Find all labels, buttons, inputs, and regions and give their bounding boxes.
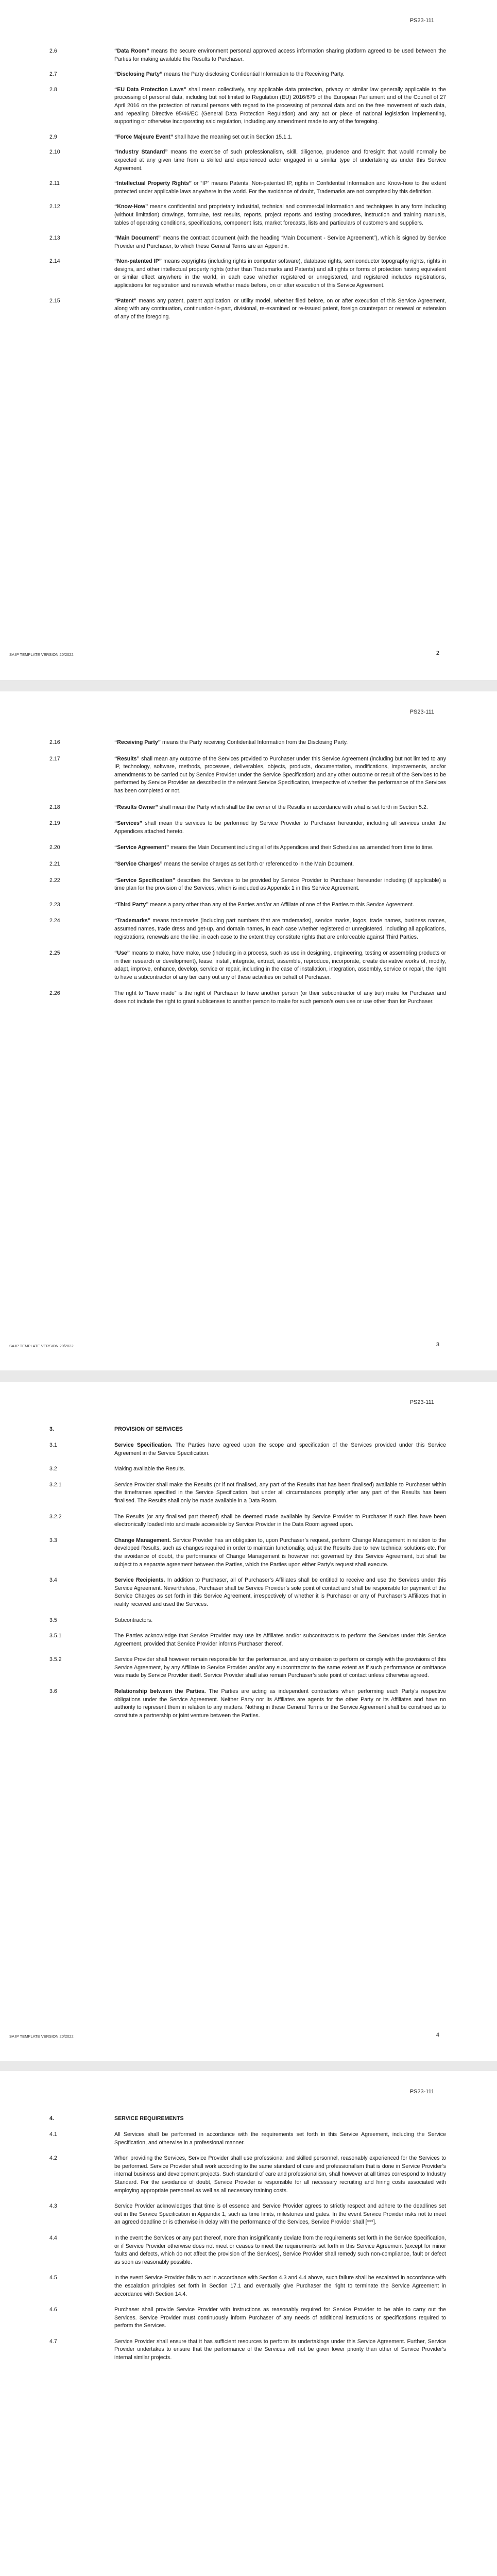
clause-number: 2.14 <box>49 258 60 265</box>
clause-body: Service Provider has an obligation to, upon Purchaser’s request, perform Change Management in relation to the developed Results, such as changes required in order to maintain functionality, adjust the Results due to new technical solutions etc. For the avoidance of doubt, the performance of Change Management is however not governed by this Service Agreement, but shall be subject to a separate agreement between the Parties, which the Parties upon either Party’s request shall execute. <box>114 1537 446 1568</box>
defined-term: “Service Specification” <box>114 877 176 884</box>
clause-number: 3.2.2 <box>49 1513 62 1520</box>
clause-text <box>114 1632 446 1648</box>
clause <box>49 1513 446 1529</box>
clause <box>49 1481 446 1505</box>
clause-body: means the secure environment personal approved access information sharing platform agreed to be used between the Parties for making available the Results to Purchaser. <box>114 48 446 62</box>
page-footer: SA IP TEMPLATE VERSION 20/2022 <box>9 2034 74 2039</box>
defined-term: “Patent” <box>114 297 136 304</box>
clause-body: shall mean any outcome of the Services provided to Purchaser under this Service Agreement (including but not limited to any IP, technology, software, methods, processes, deliverables, objects, products, documentation, modifications, improvements, and/or amendments to be carried out by Service Provider under the Service Specification) and any other outcome or result of the Services to be performed by Service Provider as described in the relevant Service Specification, irrespective of whether the performance of the Services has been completed or not. <box>114 755 446 794</box>
clause <box>49 1688 446 1720</box>
defined-term: Relationship between the Parties. <box>114 1688 206 1695</box>
clause-number: 2.16 <box>49 739 60 745</box>
clause-text <box>114 739 446 747</box>
clause <box>49 1465 446 1473</box>
clause-body: describes the Services to be provided by Service Provider to Purchaser hereunder including (if applicable) a time plan for the provision of the Services, which is included as Appendix 1 in this Service Agreement. <box>114 877 446 892</box>
clause-number: 2.20 <box>49 844 60 851</box>
clause-body: means confidential and proprietary industrial, technical and commercial information and techniques in any form including (without limitation) drawings, formulae, test results, reports, project reports and testing procedures, instruction and training manuals, tables of operating conditions, specifications, component lists, market forecasts, lists and particulars of customers and suppliers. <box>114 204 446 226</box>
clause <box>49 1537 446 1569</box>
clause-number: 2.21 <box>49 860 60 867</box>
clause <box>49 950 446 981</box>
clause-number: 2.24 <box>49 918 60 924</box>
clause-text <box>114 2274 446 2298</box>
defined-term: “Results Owner” <box>114 804 158 810</box>
clause-text <box>114 2234 446 2266</box>
clause-body: means a party other than any of the Parties and/or an Affiliate of one of the Parties to this Service Agreement. <box>148 901 414 908</box>
page-footer: SA IP TEMPLATE VERSION 20/2022 <box>9 652 74 657</box>
clause-body: means the contract document (with the heading “Main Document - Service Agreement”), which is signed by Service Provider and Purchaser, to which these General Terms are an Appendix. <box>114 235 446 249</box>
defined-term: “Non-patented IP” <box>114 258 162 265</box>
clause-body: Making available the Results. <box>114 1466 185 1472</box>
clause-body: When providing the Services, Service Provider shall use professional and skilled personnel, reasonably experienced for the Services to be performed. Service Provider shall work according to the same standard of care and professionalism that is done in Service Provider’s internal business and development projects. Such standard of care and professionalism, shall however at all times correspond to Industry Standard. For the avoidance of doubt, Service Provider is responsible for all necessary recruiting and hiring costs associated with employing appropriate personnel as well as all necessary training costs. <box>114 2155 446 2194</box>
clause <box>49 2338 446 2362</box>
clause <box>49 203 446 227</box>
clause <box>49 2155 446 2195</box>
section-heading: 4. SERVICE REQUIREMENTS <box>49 2115 184 2122</box>
document-ref: PS23-111 <box>409 2089 434 2095</box>
clause-body: In the event the Services or any part thereof, more than insignificantly deviate from the requirements set forth in the Service Specification, or if Service Provider otherwise does not meet or ceases to meet the requirements set forth in this Service Agreement (except for minor faults and defects, which do not affect the provision of the Services), Service Provider shall remedy such non-compliance, fault or defect as soon as reasonably possible. <box>114 2234 446 2265</box>
document-ref: PS23-111 <box>409 709 434 715</box>
clause-text <box>114 1465 446 1473</box>
clause-body: shall mean collectively, any applicable data protection, privacy or similar law generally applicable to the processing of personal data, including but not limited to Regulation (EU) 2016/679 of the European Parliament and of the Council of 27 April 2016 on the protection of natural persons with regard to the processing of personal data and on the free movement of such data, and repealing Directive 95/46/EC (General Data Protection Regulation) and any act or piece of national legislation implementing, supporting or otherwise incorporating said regulation, including any amendment made to any of the foregoing. <box>114 86 447 125</box>
clause-text <box>114 47 446 63</box>
clause-number: 2.25 <box>49 950 60 957</box>
clause-number: 2.11 <box>49 180 60 187</box>
page-footer: SA IP TEMPLATE VERSION 20/2022 <box>9 1344 74 1348</box>
clause-text <box>114 71 446 79</box>
clause-text <box>114 860 446 869</box>
page-2 <box>0 0 497 680</box>
clause-body: means the exercise of such professionalism, skill, diligence, prudence and foresight that would normally be expected at any given time from a skilled and experienced actor engaged in a similar type of undertaking as under this Service Agreement. <box>114 149 446 172</box>
section-heading: 3. PROVISION OF SERVICES <box>49 1426 183 1432</box>
page-3 <box>0 691 497 1370</box>
clause-text <box>114 203 446 227</box>
clause-text <box>114 2338 446 2362</box>
clause <box>49 804 446 812</box>
clause-number: 3.2.1 <box>49 1481 62 1488</box>
clause-number: 2.15 <box>49 297 60 304</box>
clause-number: 2.7 <box>49 71 57 78</box>
clause-text <box>114 258 446 290</box>
clause-text <box>114 180 446 196</box>
clause <box>49 234 446 250</box>
clause-number: 2.26 <box>49 990 60 997</box>
clause-text <box>114 297 446 321</box>
clause-text <box>114 1656 446 1680</box>
clause-body: means to make, have make, use (including in a process, such as use in designing, engineering, testing or assembling products or in their research or development), lease, install, integrate, extract, assemble, reproduce, incorporate, create derivative works of, modify, adapt, improve, enhance, develop, service or repair, including in the case of installation, integration, assembly, service or repair, the right to have a subcontractor of any tier carry out any of these activities on behalf of Purchaser. <box>114 950 446 980</box>
clause-text <box>114 1537 446 1569</box>
clause <box>49 1577 446 1608</box>
clause-number: 3.3 <box>49 1537 57 1544</box>
clause-number: 3.5 <box>49 1617 57 1623</box>
defined-term: “Third Party” <box>114 901 149 908</box>
defined-term: “Use” <box>114 950 130 957</box>
clause <box>49 917 446 941</box>
clause-text <box>114 1617 446 1625</box>
clause-body: shall have the meaning set out in Section 15.1.1. <box>173 133 293 140</box>
clause <box>49 739 446 747</box>
defined-term: “Trademarks” <box>114 918 151 924</box>
clause <box>49 2234 446 2266</box>
clause-number: 3.2 <box>49 1466 57 1472</box>
clause-number: 2.10 <box>49 149 60 156</box>
defined-term: Service Recipients. <box>114 1577 165 1584</box>
clause-body: Service Provider shall make the Results (or if not finalised, any part of the Results that has been finalised) available to Purchaser within the timeframes specified in the Service Specification, but under all circumstances promptly after any part of the Results has been finalised. The Results shall only be made available in a Data Room. <box>114 1481 446 1504</box>
clause-text <box>114 148 446 173</box>
clause <box>49 844 446 852</box>
clause-text <box>114 901 446 909</box>
defined-term: Service Specification. <box>114 1442 173 1448</box>
clause-body: The Parties acknowledge that Service Provider may use its Affiliates and/or subcontractors to perform the Services under this Service Agreement, provided that Service Provider informs Purchaser thereof. <box>114 1633 446 1647</box>
clause <box>49 1442 446 1458</box>
clause-body: shall mean the Party which shall be the owner of the Results in accordance with what is set forth in Section 5.2. <box>158 804 428 810</box>
clause-text <box>114 2306 446 2330</box>
defined-term: “Data Room” <box>114 48 149 54</box>
clause-number: 2.13 <box>49 235 60 242</box>
clause-text <box>114 877 446 893</box>
clause-text <box>114 1577 446 1608</box>
clause <box>49 2306 446 2330</box>
page-number: 3 <box>436 1342 439 1348</box>
defined-term: “Service Charges” <box>114 860 163 867</box>
clause-text <box>114 2155 446 2195</box>
clause-body: shall mean the services to be performed by Service Provider to Purchaser hereunder, including all services under the Appendices attached hereto. <box>114 820 446 835</box>
clause-text <box>114 2202 446 2227</box>
clause <box>49 180 446 196</box>
defined-term: “Main Document” <box>114 235 161 242</box>
clause-body: means any patent, patent application, or utility model, whether filed before, on or after execution of this Service Agreement, along with any continuation, continuation-in-part, divisional, re-examined or re-issued patent, foreign counterpart or renewal or extension of any of the foregoing. <box>114 297 446 320</box>
clause <box>49 1656 446 1680</box>
defined-term: “Intellectual Property Rights” <box>114 180 192 187</box>
clause-number: 2.6 <box>49 48 57 54</box>
clause-number: 4.6 <box>49 2307 57 2313</box>
clause <box>49 71 446 79</box>
clause-text <box>114 234 446 250</box>
clause-number: 4.3 <box>49 2203 57 2210</box>
clause-number: 3.4 <box>49 1577 57 1584</box>
clause-number: 2.22 <box>49 877 60 884</box>
defined-term: “Service Agreement” <box>114 844 169 851</box>
clause-body: means the service charges as set forth or referenced to in the Main Document. <box>162 860 354 867</box>
clause <box>49 133 446 142</box>
clause-body: means copyrights (including rights in computer software), database rights, semiconductor topography rights, rights in designs, and other intellectual property rights (other than Trademarks and Patents) and all rights or forms of protection having equivalent or similar effect anywhere in the world, in each case whether registered or unregistered, and registered includes registrations, applications for registration and renewals whether made before, on or after execution of this Service Agreement. <box>114 258 446 289</box>
clause-number: 3.6 <box>49 1688 57 1695</box>
clause-text <box>114 804 446 812</box>
page-4 <box>0 1382 497 2061</box>
clause-text <box>114 2131 446 2147</box>
clause-text <box>114 133 446 142</box>
clause-body: In the event Service Provider fails to act in accordance with Section 4.3 and 4.4 above, such failure shall be escalated in accordance with the escalation principles set forth in Section 17.1 and eventually give Purchaser the right to terminate the Service Agreement in accordance with Section 14.4. <box>114 2275 446 2297</box>
clause-text <box>114 1442 446 1458</box>
clause-body: The Results (or any finalised part thereof) shall be deemed made available by Service Provider to Purchaser if such files have been electronically loaded into and made accessible by Service Provider in the Data Room agreed upon. <box>114 1513 446 1528</box>
clause-text <box>114 1481 446 1505</box>
clause <box>49 877 446 893</box>
clause-body: The right to “have made” is the right of Purchaser to have another person (or their subcontractor of any tier) make for Purchaser and does not include the right to grant sublicenses to another person to make for such person’s own use or use other than for Purchaser. <box>114 990 446 1005</box>
document-ref: PS23-111 <box>409 1399 434 1405</box>
clause-body: means the Party receiving Confidential Information from the Disclosing Party. <box>161 739 348 745</box>
clause <box>49 258 446 290</box>
defined-term: “Industry Standard” <box>114 149 168 156</box>
clause-body: Purchaser shall provide Service Provider with instructions as reasonably required for Service Provider to be able to carry out the Services. Service Provider must continuously inform Purchaser of any needs of additional instructions or specifications required to perform the Services. <box>114 2307 446 2329</box>
page-5 <box>0 2071 497 2576</box>
clause-number: 4.5 <box>49 2275 57 2281</box>
clause <box>49 901 446 909</box>
clause-number: 2.18 <box>49 804 60 810</box>
clause-text <box>114 990 446 1006</box>
clause-number: 4.7 <box>49 2338 57 2345</box>
defined-term: “Know-How” <box>114 204 148 210</box>
clause-number: 3.5.1 <box>49 1633 62 1639</box>
clause-text <box>114 755 446 795</box>
clause-number: 3.5.2 <box>49 1656 62 1663</box>
clause-text <box>114 1513 446 1529</box>
clause-body: All Services shall be performed in accordance with the requirements set forth in this Service Agreement, including the Service Specification, and otherwise in a professional manner. <box>114 2131 446 2146</box>
clause-text <box>114 820 446 836</box>
clause <box>49 2131 446 2147</box>
clause-number: 3.1 <box>49 1442 57 1448</box>
page-number: 4 <box>436 2032 439 2038</box>
clause <box>49 755 446 795</box>
clause-number: 4.4 <box>49 2234 57 2241</box>
clause <box>49 820 446 836</box>
defined-term: Change Management. <box>114 1537 171 1544</box>
clause-body: means the Main Document including all of its Appendices and their Schedules as amended from time to time. <box>169 844 434 851</box>
defined-term: “Disclosing Party” <box>114 71 163 78</box>
page-number: 2 <box>436 650 439 656</box>
clause-body: Service Provider shall however remain responsible for the performance, and any omission to perform or comply with the provisions of this Service Agreement, by any Affiliate to Service Provider and/or any subcontractor to the same extent as if such performance or omittance was made by Service Provider itself. Service Provider shall also remain Purchaser’s sole point of contact unless otherwise agreed. <box>114 1656 446 1679</box>
clause-text <box>114 1688 446 1720</box>
defined-term: “Force Majeure Event” <box>114 133 174 140</box>
defined-term: “Results” <box>114 755 140 762</box>
clause-body: means trademarks (including part numbers that are trademarks), service marks, logos, trade names, business names, assumed names, trade dress and get-up, and domain names, in each case whether registered or unregistered, including all applications, registrations, renewals and the like, in each case to the extent they constitute rights that are enforceable against Third Parties. <box>114 918 446 940</box>
clause-number: 2.19 <box>49 820 60 827</box>
clause-body: Service Provider acknowledges that time is of essence and Service Provider agrees to strictly respect and adhere to the deadlines set out in the Service Specification in Appendix 1, such as time limits, milestones and gates. In the event Service Provider risks not to meet an agreed deadline or is otherwise in delay with the performance of the Services, Service Provider shall [***]. <box>114 2203 446 2226</box>
clause <box>49 860 446 869</box>
clause-text <box>114 86 446 126</box>
clause-number: 4.2 <box>49 2155 57 2162</box>
clause <box>49 2274 446 2298</box>
clause-number: 2.9 <box>49 133 57 140</box>
clause-number: 4.1 <box>49 2131 57 2138</box>
clause-number: 2.17 <box>49 755 60 762</box>
clause-text <box>114 917 446 941</box>
clause-body: The Parties have agreed upon the scope and specification of the Services provided under this Service Agreement in the Service Specification. <box>114 1442 446 1456</box>
clause <box>49 1617 446 1625</box>
clause-body: means the Party disclosing Confidential Information to the Receiving Party. <box>162 71 345 78</box>
clause-number: 2.23 <box>49 901 60 908</box>
clause-number: 2.8 <box>49 86 57 93</box>
defined-term: “EU Data Protection Laws” <box>114 86 186 93</box>
clause-body: Service Provider shall ensure that it has sufficient resources to perform its undertakings under this Service Agreement. Further, Service Provider undertakes to ensure that the performance of the Services will not be given lower priority than other of Service Provider’s internal similar projects. <box>114 2338 446 2361</box>
clause-body: or “IP” means Patents, Non-patented IP, rights in Confidential Information and Know-how to the extent protected under applicable laws anywhere in the world. For the avoidance of doubt, Trademarks are not comprised by this definition. <box>114 180 447 195</box>
defined-term: “Receiving Party” <box>114 739 161 745</box>
clause <box>49 990 446 1006</box>
clause <box>49 47 446 63</box>
document-ref: PS23-111 <box>409 18 434 24</box>
clause <box>49 2202 446 2227</box>
clause <box>49 1632 446 1648</box>
clause-text <box>114 950 446 981</box>
clause-body: Subcontractors. <box>114 1617 153 1623</box>
clause-body: The Parties are acting as independent contractors when performing each Party’s respective obligations under the Service Agreement. Neither Party nor its Affiliates are agents for the other Party or its Affiliates and have no authority to represent them in relation to any matters. Nothing in these General Terms or the Service Agreement shall be construed as to constitute a partnership or joint venture between the Parties. <box>114 1688 447 1719</box>
clause-body: In addition to Purchaser, all of Purchaser’s Affiliates shall be entitled to receive and use the Services under this Service Agreement. Nevertheless, Purchaser shall be Service Provider’s sole point of contact and shall be responsible for payment of the Service Charges as set forth in this Service Agreement, irrespectively of whether it is Purchaser or any of Purchaser’s Affiliates that in reality received and used the Services. <box>114 1577 446 1607</box>
clause-text <box>114 844 446 852</box>
clause <box>49 86 446 126</box>
defined-term: “Services” <box>114 820 143 827</box>
clause <box>49 297 446 321</box>
clause-number: 2.12 <box>49 204 60 210</box>
clause <box>49 148 446 173</box>
